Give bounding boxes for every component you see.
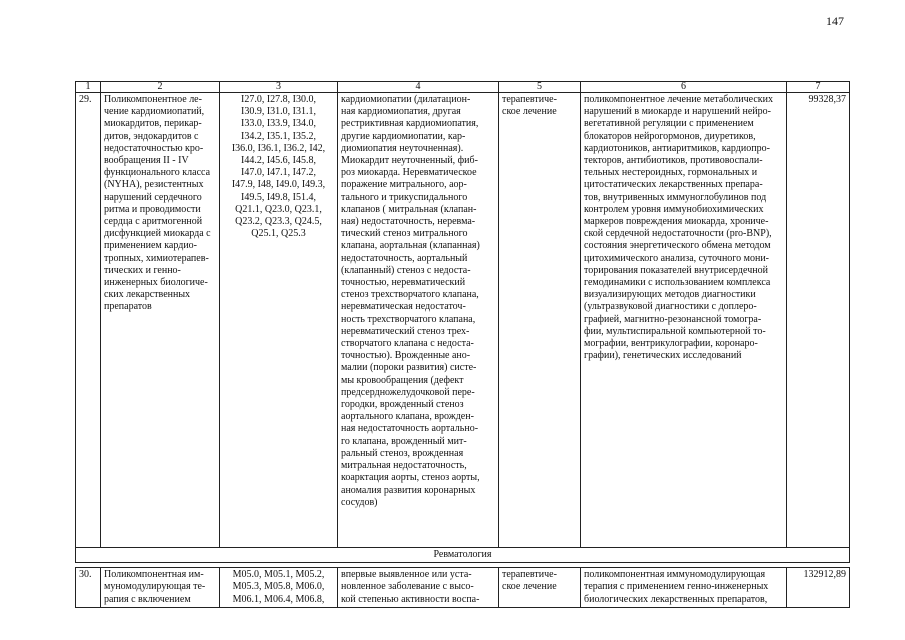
- column-number: 7: [787, 82, 850, 93]
- care-type-name: Поликомпонентное ле- чение кардиомиопатий, миокардитов, перикар- дитов, эндокардитов с недостаточностью кро- вообращения II - IV функционального класса (NYHA), резистентных нарушений сердечного ритма и проводимости сердца с аритмогенной дисфункцией миокарда с применением кардио- тропных, химиотерапев- тических и генно- инженерных биологиче- ских лекарственных препаратов: [101, 93, 220, 548]
- row-number: 30.: [76, 568, 101, 608]
- table-row: [76, 568, 850, 608]
- patient-model: впервые выявленное или уста- новленное заболевание с высо- кой степенью активности воспа-: [338, 568, 499, 608]
- table-row: [76, 93, 850, 548]
- section-title: Ревматология: [76, 548, 850, 563]
- patient-model: кардиомиопатии (дилатацион- ная кардиомиопатия, другая рестриктивная кардиомиопатия, другие кардиомиопатии, кар- диомиопатия неуточненная). Миокардит неуточненный, фиб- роз миокарда. Неревматическое поражение митрального, аор- тального и трикуспидального клапанов ( митральная (клапан- ная) недостаточность, неревма- тический стеноз митрального клапана, аортальная (клапанная) недостаточность, аортальный (клапанный) стеноз с недоста- точностью, неревматический стеноз трехстворчатого клапана, неревматическая недостаточ- ность трехстворчатого клапана, неревматический стеноз трех- створчатого клапана с недоста- точностью). Врожденные ано- малии (пороки развития) систе- мы кровообращения (дефект предсердножелудочковой пере- городки, врожденный стеноз аортального клапана, врожден- ная недостаточность аортально- го клапана, врожденный мит- ральный стеноз, врожденная митральная недостаточность, коарктация аорты, стеноз аорты, аномалия развития коронарных сосудов): [338, 93, 499, 548]
- treatment-method: поликомпонентная иммуномодулирующая терапия с применением генно-инженерных биологических лекарственных препаратов,: [581, 568, 787, 608]
- column-number: 4: [338, 82, 499, 93]
- treatment-type: терапевтиче- ское лечение: [499, 568, 581, 608]
- column-number: 5: [499, 82, 581, 93]
- column-number: 1: [76, 82, 101, 93]
- section-row: [76, 548, 850, 563]
- care-type-name: Поликомпонентная им- муномодулирующая те- рапия с включением: [101, 568, 220, 608]
- treatment-type: терапевтиче- ское лечение: [499, 93, 581, 548]
- price: 132912,89: [787, 568, 850, 608]
- page-number: 147: [826, 14, 844, 28]
- icd-codes: M05.0, M05.1, M05.2, M05.3, M05.8, M06.0, M06.1, M06.4, M06.8,: [220, 568, 338, 608]
- treatment-method: поликомпонентное лечение метаболических нарушений в миокарде и нарушений нейро- вегетативной регуляции с применением блокаторов нейрогормонов, диуретиков, кардиотоников, антиаритмиков, кардиопро- текторов, антибиотиков, противовоспали- тельных нестероидных, гормональных и цитостатических лекарственных препара- тов, внутривенных иммуноглобулинов под контролем уровня иммунобиохимических маркеров повреждения миокарда, хрониче- ской сердечной недостаточности (pro-BNP), состояния энергетического обмена методом цитохимического анализа, суточного мони- торирования показателей внутрисердечной гемодинамики с использованием комплекса визуализирующих методов диагностики (ультразвуковой диагностики с доплеро- графией, магнитно-резонансной томогра- фии, мультиспиральной компьютерной то- мографии, вентрикулографии, коронаро- графии), генетических исследований: [581, 93, 787, 548]
- icd-codes: I27.0, I27.8, I30.0, I30.9, I31.0, I31.1, I33.0, I33.9, I34.0, I34.2, I35.1, I35.2, I36.0, I36.1, I36.2, I42, I44.2, I45.6, I45.8, I47.0, I47.1, I47.2, I47.9, I48, I49.0, I49.3, I49.5, I49.8, I51.4, Q21.1, Q23.0, Q23.1, Q23.2, Q23.3, Q24.5, Q25.1, Q25.3: [220, 93, 338, 548]
- column-number: 6: [581, 82, 787, 93]
- procedures-table: [75, 81, 850, 608]
- column-number: 2: [101, 82, 220, 93]
- price: 99328,37: [787, 93, 850, 548]
- column-number-row: [76, 82, 850, 93]
- column-number: 3: [220, 82, 338, 93]
- row-number: 29.: [76, 93, 101, 548]
